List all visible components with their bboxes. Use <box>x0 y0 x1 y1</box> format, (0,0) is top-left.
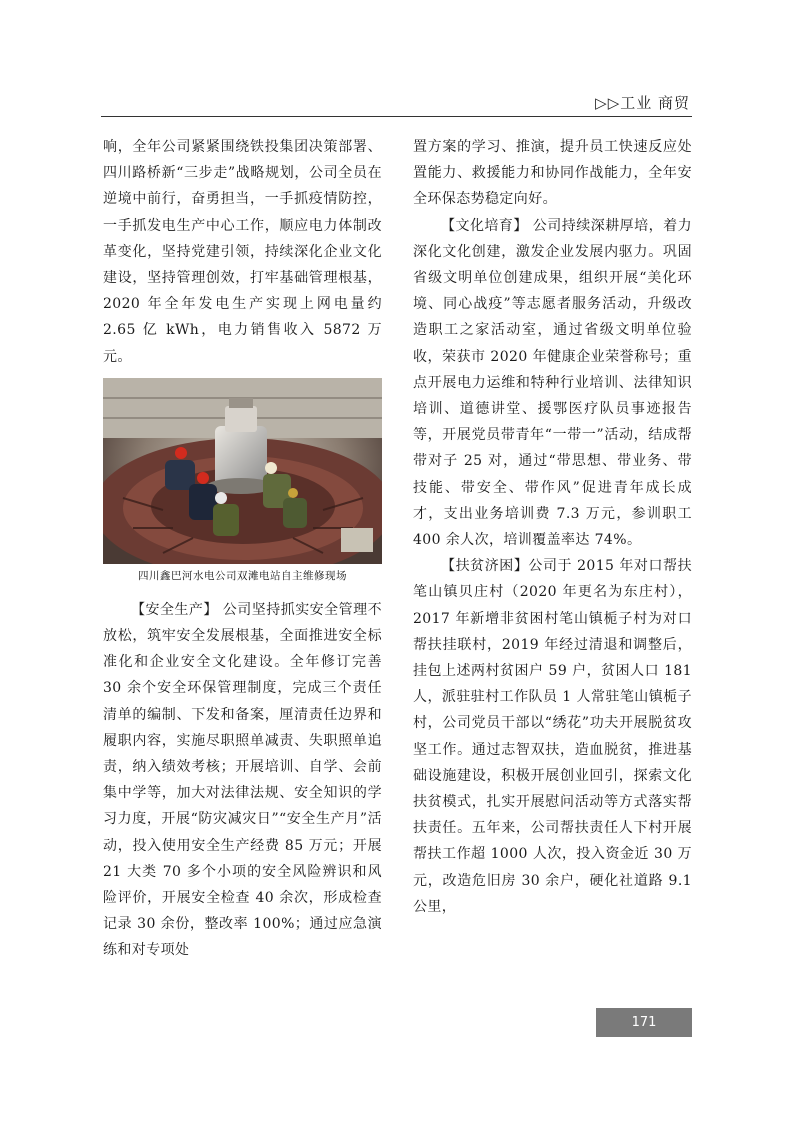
right-column <box>413 134 692 920</box>
page-header <box>0 92 793 116</box>
left-paragraph-1: 响，全年公司紧紧围绕铁投集团决策部署、四川路桥新“三步走”战略规划，公司全员在逆境中前行，奋勇担当，一手抓疫情防控，一手抓发电生产中心工作，顺应电力体制改革变化，坚持党建引领，持续深化企业文化建设，坚持管理创效，打牢基础管理根基，2020 年全年发电生产实现上网电量约 2.65 亿 kWh，电力销售收入 5872 万元。 <box>103 139 382 365</box>
photo-illustration <box>103 378 382 564</box>
page-number: 171 <box>596 1008 692 1037</box>
right-paragraph-1: 置方案的学习、推演，提升员工快速反应处置能力、救援能力和协同作战能力，全年安全环保态势稳定向好。 <box>413 139 692 208</box>
left-paragraph-safety: 【安全生产】 公司坚持抓实安全管理不放松，筑牢安全发展根基，全面推进安全标准化和企业安全文化建设。全年修订完善 30 余个安全环保管理制度，完成三个责任清单的编制、下发和备案，厘清责任边界和履职内容，实施尽职照单减责、失职照单追责，纳入绩效考核；开展培训、自学、会前集中学等，加大对法律法规、安全知识的学习力度，开展“防灾减灾日”“安全生产月”活动，投入使用安全生产经费 85 万元；开展 21 大类 70 多个小项的安全风险辨识和风险评价，开展安全检查 40 余次，形成检查记录 30 余份，整改率 100%；通过应急演练和对专项处 <box>103 601 382 959</box>
photo-caption: 四川鑫巴河水电公司双滩电站自主维修现场 <box>138 569 347 582</box>
left-column <box>103 134 382 964</box>
maintenance-photo <box>103 378 382 564</box>
right-paragraph-poverty: 【扶贫济困】公司于 2015 年对口帮扶笔山镇贝庄村（2020 年更名为东庄村），2017 年新增非贫困村笔山镇栀子村为对口帮扶挂联村，2019 年经过清退和调整后，挂包上述两村贫困户 59 户，贫困人口 181 人，派驻驻村工作队员 1 人常驻笔山镇栀子村，公司党员干部以“绣花”功夫开展脱贫攻坚工作。通过志智双扶，造血脱贫，推进基础设施建设，积极开展创业回引，探索文化扶贫模式，扎实开展慰问活动等方式落实帮扶责任。五年来，公司帮扶责任人下村开展帮扶工作超 1000 人次，投入资金近 30 万元，改造危旧房 30 余户，硬化社道路 9.1 公里， <box>413 558 692 915</box>
right-paragraph-culture: 【文化培育】 公司持续深耕厚培，着力深化文化创建，激发企业发展内驱力。巩固省级文明单位创建成果，组织开展“美化环境、同心战疫”等志愿者服务活动，升级改造职工之家活动室，通过省级文明单位验收，荣获市 2020 年健康企业荣誉称号；重点开展电力运维和特种行业培训、法律知识培训、道德讲堂、援鄂医疗队员事迹报告等，开展党员带青年“一带一”活动，结成帮带对子 25 对，通过“带思想、带业务、带技能、带安全、带作风”促进青年成长成才，支出业务培训费 7.3 万元，参训职工 400 余人次，培训覆盖率达 74%。 <box>413 217 692 549</box>
header-rule <box>101 116 692 117</box>
section-label: ▷▷工业 商贸 <box>595 94 690 112</box>
